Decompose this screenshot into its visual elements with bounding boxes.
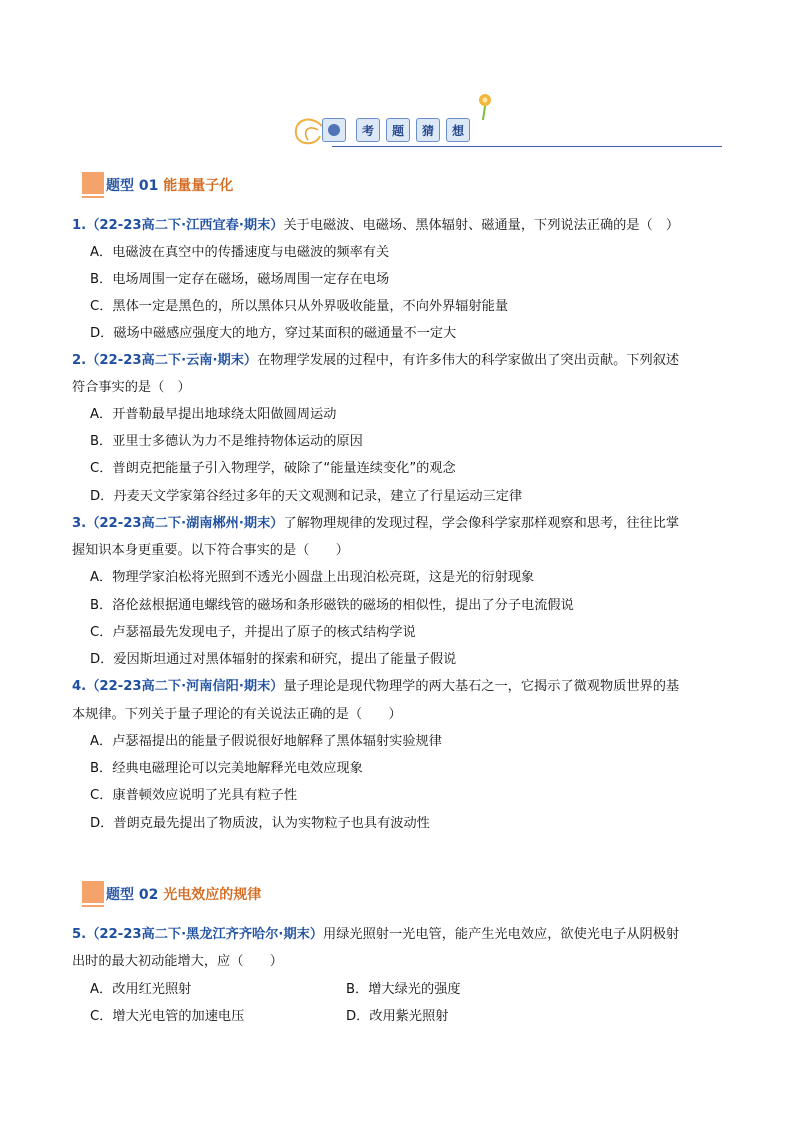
question-source: （22-23高二下·黑龙江齐齐哈尔·期末） xyxy=(86,927,324,942)
answer-option: D．爱因斯坦通过对黑体辐射的探索和研究，提出了能量子假说 xyxy=(90,652,457,667)
section-marker-icon xyxy=(82,881,104,903)
answer-option: C．普朗克把能量子引入物理学，破除了“能量连续变化”的观念 xyxy=(90,461,456,476)
answer-option: D．丹麦天文学家第谷经过多年的天文观测和记录，建立了行星运动三定律 xyxy=(90,489,523,504)
section-marker-icon xyxy=(82,172,104,194)
question-stem xyxy=(72,678,732,696)
section-marker-underline xyxy=(82,905,104,907)
question-source: （22-23高二下·湖南郴州·期末） xyxy=(86,516,284,531)
section-number: 02 xyxy=(138,887,159,903)
question-text-continued: 握知识本身更重要。以下符合事实的是（ ） xyxy=(72,543,349,558)
banner-char: 猜 xyxy=(416,118,440,142)
question-number: 3. xyxy=(72,516,87,531)
question-source: （22-23高二下·云南·期末） xyxy=(86,353,258,368)
answer-option: B．亚里士多德认为力不是维持物体运动的原因 xyxy=(90,434,363,449)
header-banner xyxy=(0,92,794,152)
question-text: 量子理论是现代物理学的两大基石之一，它揭示了微观物质世界的基 xyxy=(283,679,680,694)
question-stem xyxy=(72,515,732,533)
question-text: 在物理学发展的过程中，有许多伟大的科学家做出了突出贡献。下列叙述 xyxy=(257,353,680,368)
answer-option: A．卢瑟福提出的能量子假说很好地解释了黑体辐射实验规律 xyxy=(90,734,442,749)
section-number: 01 xyxy=(138,178,159,194)
banner-title xyxy=(322,118,470,142)
section-prefix: 题型 xyxy=(106,178,134,194)
banner-char: 想 xyxy=(446,118,470,142)
question-number: 1. xyxy=(72,218,87,233)
answer-option: C．增大光电管的加速电压 xyxy=(90,1009,245,1024)
question-number: 2. xyxy=(72,353,87,368)
answer-option: C．康普顿效应说明了光具有粒子性 xyxy=(90,788,298,803)
answer-option: D．普朗克最先提出了物质波，认为实物粒子也具有波动性 xyxy=(90,816,430,831)
question-number: 4. xyxy=(72,679,87,694)
pin-decoration-icon xyxy=(475,92,495,122)
answer-option: C．黑体一定是黑色的，所以黑体只从外界吸收能量，不向外界辐射能量 xyxy=(90,299,509,314)
question-stem xyxy=(72,217,732,235)
question-stem xyxy=(72,352,732,370)
section-prefix: 题型 xyxy=(106,887,134,903)
question-source: （22-23高二下·河南信阳·期末） xyxy=(86,679,284,694)
section-title: 光电效应的规律 xyxy=(163,887,262,903)
answer-option: B．增大绿光的强度 xyxy=(346,982,461,997)
question-text: 关于电磁波、电磁场、黑体辐射、磁通量，下列说法正确的是（ ） xyxy=(283,218,680,233)
question-number: 5. xyxy=(72,927,87,942)
answer-option: D．磁场中磁感应强度大的地方，穿过某面积的磁通量不一定大 xyxy=(90,326,457,341)
answer-option: C．卢瑟福最先发现电子，并提出了原子的核式结构学说 xyxy=(90,625,416,640)
section-marker-underline xyxy=(82,196,104,198)
answer-option: A．物理学家泊松将光照到不透光小圆盘上出现泊松亮斑，这是光的衍射现象 xyxy=(90,570,535,585)
answer-option: B．电场周围一定存在磁场，磁场周围一定存在电场 xyxy=(90,272,390,287)
banner-char: 考 xyxy=(356,118,380,142)
answer-option: D．改用紫光照射 xyxy=(346,1009,449,1024)
banner-char: 题 xyxy=(386,118,410,142)
question-stem xyxy=(72,926,732,944)
section-title: 能量量子化 xyxy=(163,178,234,194)
question-text-continued: 出时的最大初动能增大，应（ ） xyxy=(72,954,283,969)
answer-option: A．开普勒最早提出地球绕太阳做圆周运动 xyxy=(90,407,337,422)
answer-option: B．洛伦兹根据通电螺线管的磁场和条形磁铁的磁场的相似性，提出了分子电流假说 xyxy=(90,598,574,613)
dot-icon xyxy=(322,118,346,142)
banner-divider xyxy=(332,146,722,147)
answer-option: A．电磁波在真空中的传播速度与电磁波的频率有关 xyxy=(90,245,390,260)
question-text-continued: 本规律。下列关于量子理论的有关说法正确的是（ ） xyxy=(72,707,402,722)
question-text: 了解物理规律的发现过程，学会像科学家那样观察和思考，往往比掌 xyxy=(283,516,680,531)
question-text-continued: 符合事实的是（ ） xyxy=(72,380,191,395)
answer-option: A．改用红光照射 xyxy=(90,982,192,997)
question-source: （22-23高二下·江西宜春·期末） xyxy=(86,218,284,233)
question-text: 用绿光照射一光电管，能产生光电效应，欲使光电子从阴极射 xyxy=(323,927,680,942)
answer-option: B．经典电磁理论可以完美地解释光电效应现象 xyxy=(90,761,363,776)
